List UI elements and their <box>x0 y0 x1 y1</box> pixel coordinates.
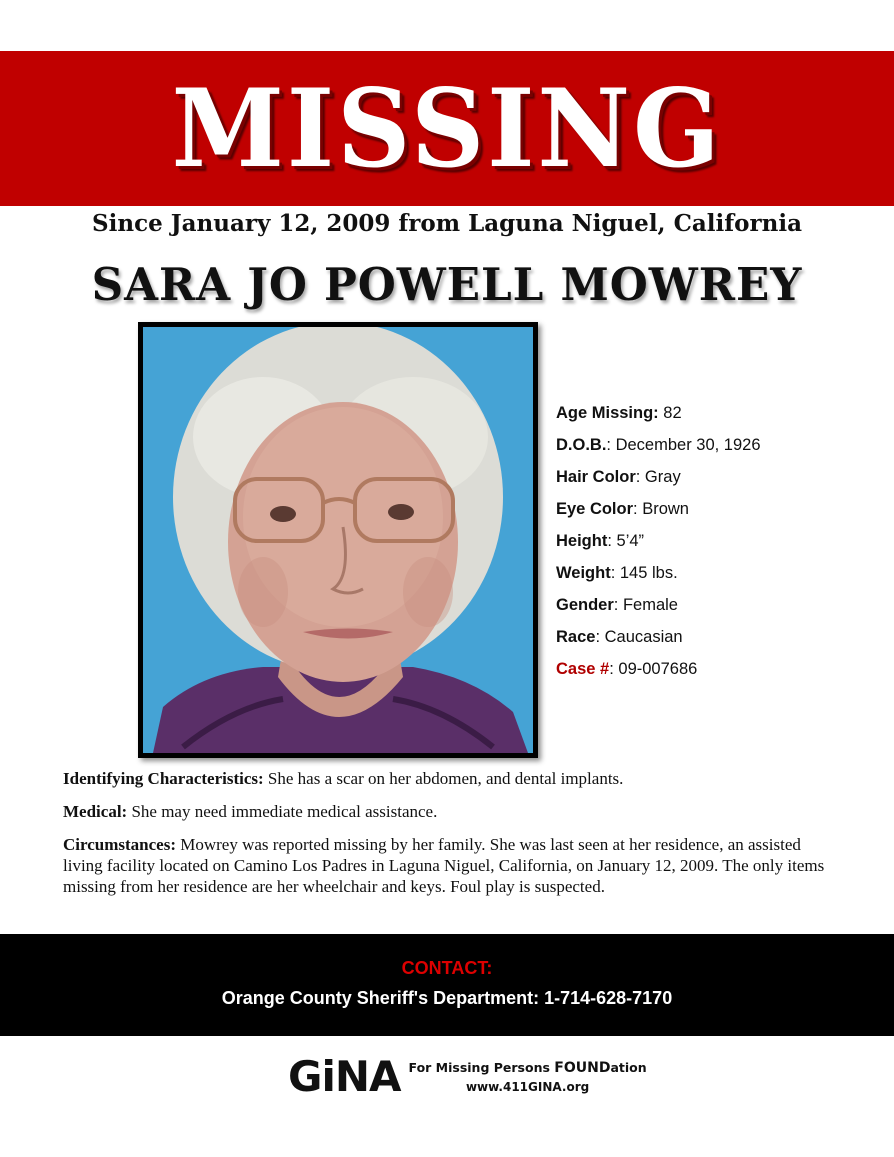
stat-value: : Caucasian <box>595 628 683 646</box>
stat-race <box>556 621 876 653</box>
medical-info <box>63 801 843 822</box>
stat-gender <box>556 589 876 621</box>
stat-height <box>556 525 876 557</box>
stat-label: Height <box>556 532 608 550</box>
tagline-emphasis: FOUND <box>554 1060 611 1076</box>
stat-eye-color <box>556 493 876 525</box>
contact-phone-line: Orange County Sheriff's Department: 1-714-628-7170 <box>221 988 673 1008</box>
stat-label: Weight <box>556 564 611 582</box>
gina-logo: GiNA <box>288 1052 401 1101</box>
stat-label: D.O.B. <box>556 436 607 454</box>
tagline-prefix: For Missing Persons <box>408 1060 555 1075</box>
stat-value: : 145 lbs. <box>610 564 678 582</box>
missing-person-name: SARA JO POWELL MOWREY <box>91 258 803 311</box>
stat-label: Gender <box>556 596 614 614</box>
contact-section <box>0 934 894 1036</box>
stat-value: : Gray <box>635 468 681 486</box>
photo-frame <box>138 322 538 758</box>
missing-person-photo <box>143 327 533 753</box>
gina-url[interactable]: www.411GINA.org <box>465 1080 590 1094</box>
stat-value: : Brown <box>633 500 689 518</box>
description-stats <box>556 397 876 685</box>
identifying-characteristics <box>63 768 843 789</box>
identifying-text: She has a scar on her abdomen, and dental implants. <box>263 769 624 788</box>
stat-dob <box>556 429 876 461</box>
circumstances <box>63 834 843 897</box>
stat-value: : December 30, 1926 <box>606 436 761 454</box>
stat-label: Age Missing: <box>556 404 659 422</box>
stat-weight <box>556 557 876 589</box>
missing-banner <box>0 51 894 206</box>
contact-title: CONTACT: <box>401 958 493 978</box>
circumstances-label: Circumstances: <box>63 835 176 854</box>
banner-title: MISSING <box>171 65 723 192</box>
medical-label: Medical: <box>63 802 128 821</box>
circumstances-text: Mowrey was reported missing by her family. She was last seen at her residence, an assisted living facility located on Camino Los Padres in Laguna Niguel, California, on January 12, 2009. The only items missing from her residence are her wheelchair and keys. Foul play is suspected. <box>63 835 825 896</box>
stat-hair-color <box>556 461 876 493</box>
medical-text: She may need immediate medical assistance. <box>127 802 438 821</box>
stat-value: : 09-007686 <box>609 660 698 678</box>
stat-label: Eye Color <box>556 500 634 518</box>
gina-footer <box>288 1052 647 1102</box>
stat-label: Case # <box>556 660 610 678</box>
stat-case-number <box>556 653 876 685</box>
gina-logo-text <box>409 1060 647 1094</box>
stat-value: : 5’4” <box>607 532 645 550</box>
stat-value: 82 <box>658 404 682 422</box>
stat-age <box>556 397 876 429</box>
stat-value: : Female <box>613 596 678 614</box>
details-section <box>63 768 843 909</box>
gina-tagline <box>409 1060 647 1076</box>
tagline-suffix: ation <box>610 1060 647 1075</box>
missing-since-line: Since January 12, 2009 from Laguna Niguel, California <box>92 210 802 237</box>
stat-label: Race <box>556 628 596 646</box>
stat-label: Hair Color <box>556 468 636 486</box>
identifying-label: Identifying Characteristics: <box>63 769 264 788</box>
